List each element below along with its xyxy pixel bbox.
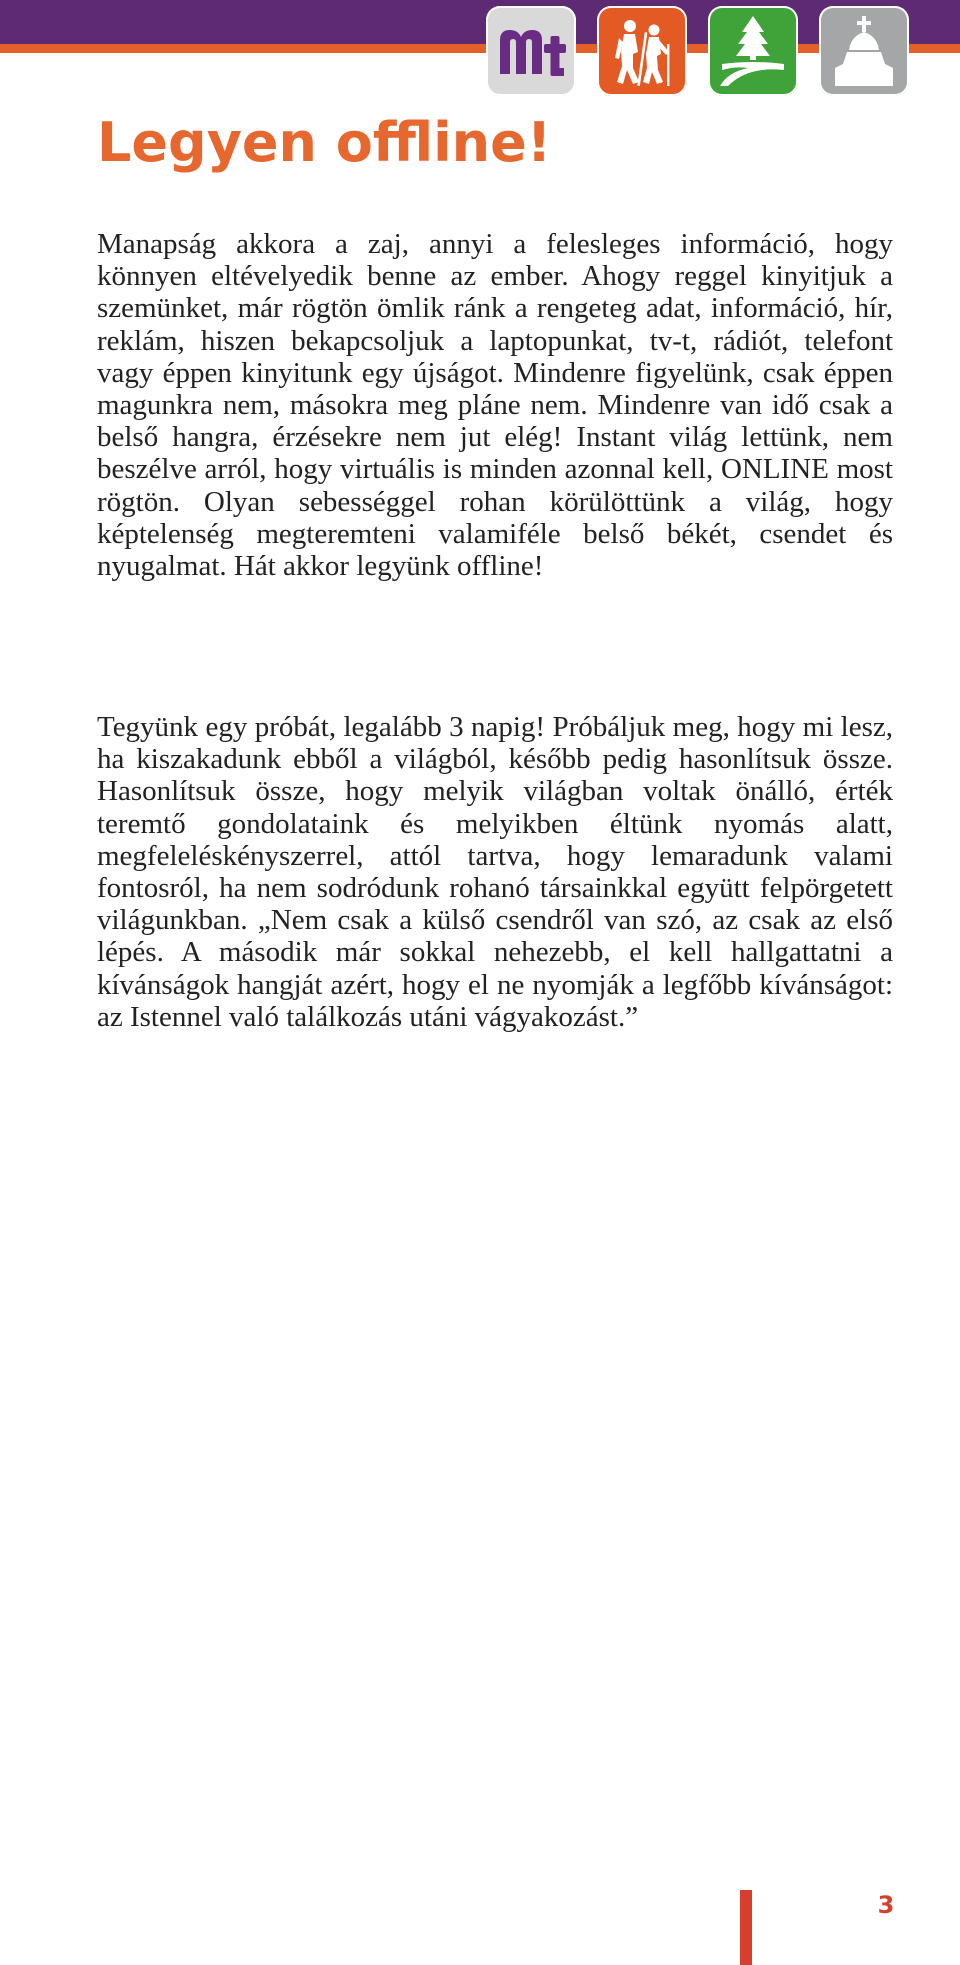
forest-path-icon [708,6,798,96]
hikers-icon [597,6,687,96]
page-accent-bar [740,1890,752,1965]
page-number: 3 [877,1891,895,1919]
header-accent-stripe [0,44,960,53]
page-title: Legyen offline! [97,111,552,174]
body-paragraph-1: Manapság akkora a zaj, annyi a felesleges információ, hogy könnyen eltévelyedik benne az ember. Ahogy reggel kinyitjuk a szemünket, már rögtön ömlik ránk a rengeteg adat, információ, hír, reklám, hiszen bekapcsoljuk a laptopunkat, tv-t, rádiót, telefont vagy éppen kinyitunk egy újságot. Mindenre figyelünk, csak éppen magunkra nem, másokra meg pláne nem. Mindenre van idő csak a belső hangra, érzésekre nem jut elég! Instant világ lettünk, nem beszélve arról, hogy virtuális is minden azonnal kell, ONLINE most rögtön. Olyan sebességgel rohan körülöttünk a világ, hogy képtelenség megteremteni valamiféle belső békét, csendet és nyugalmat. Hát akkor legyünk offline! [97,228,893,583]
church-icon [819,6,909,96]
header-band [0,0,960,44]
body-paragraph-2: Tegyünk egy próbát, legalább 3 napig! Próbáljuk meg, hogy mi lesz, ha kiszakadunk ebből a világból, később pedig hasonlítsuk össze. Hasonlítsuk össze, hogy melyik világban voltak önálló, érték teremtő gondolataink és melyikben éltünk nyomás alatt, megfeleléskényszerrel, attól tartva, hogy lemaradunk valami fontosról, ha nem sodródunk rohanó társainkkal együtt felpörgetett világunkban. „Nem csak a külső csendről van szó, az csak az első lépés. A második már sokkal nehezebb, el kell hallgattatni a kívánságok hangját azért, hogy el ne nyomják a legfőbb kívánságot: az Istennel való találkozás utáni vágyakozást.” [97,711,893,1033]
ml-logo-icon [486,6,576,96]
